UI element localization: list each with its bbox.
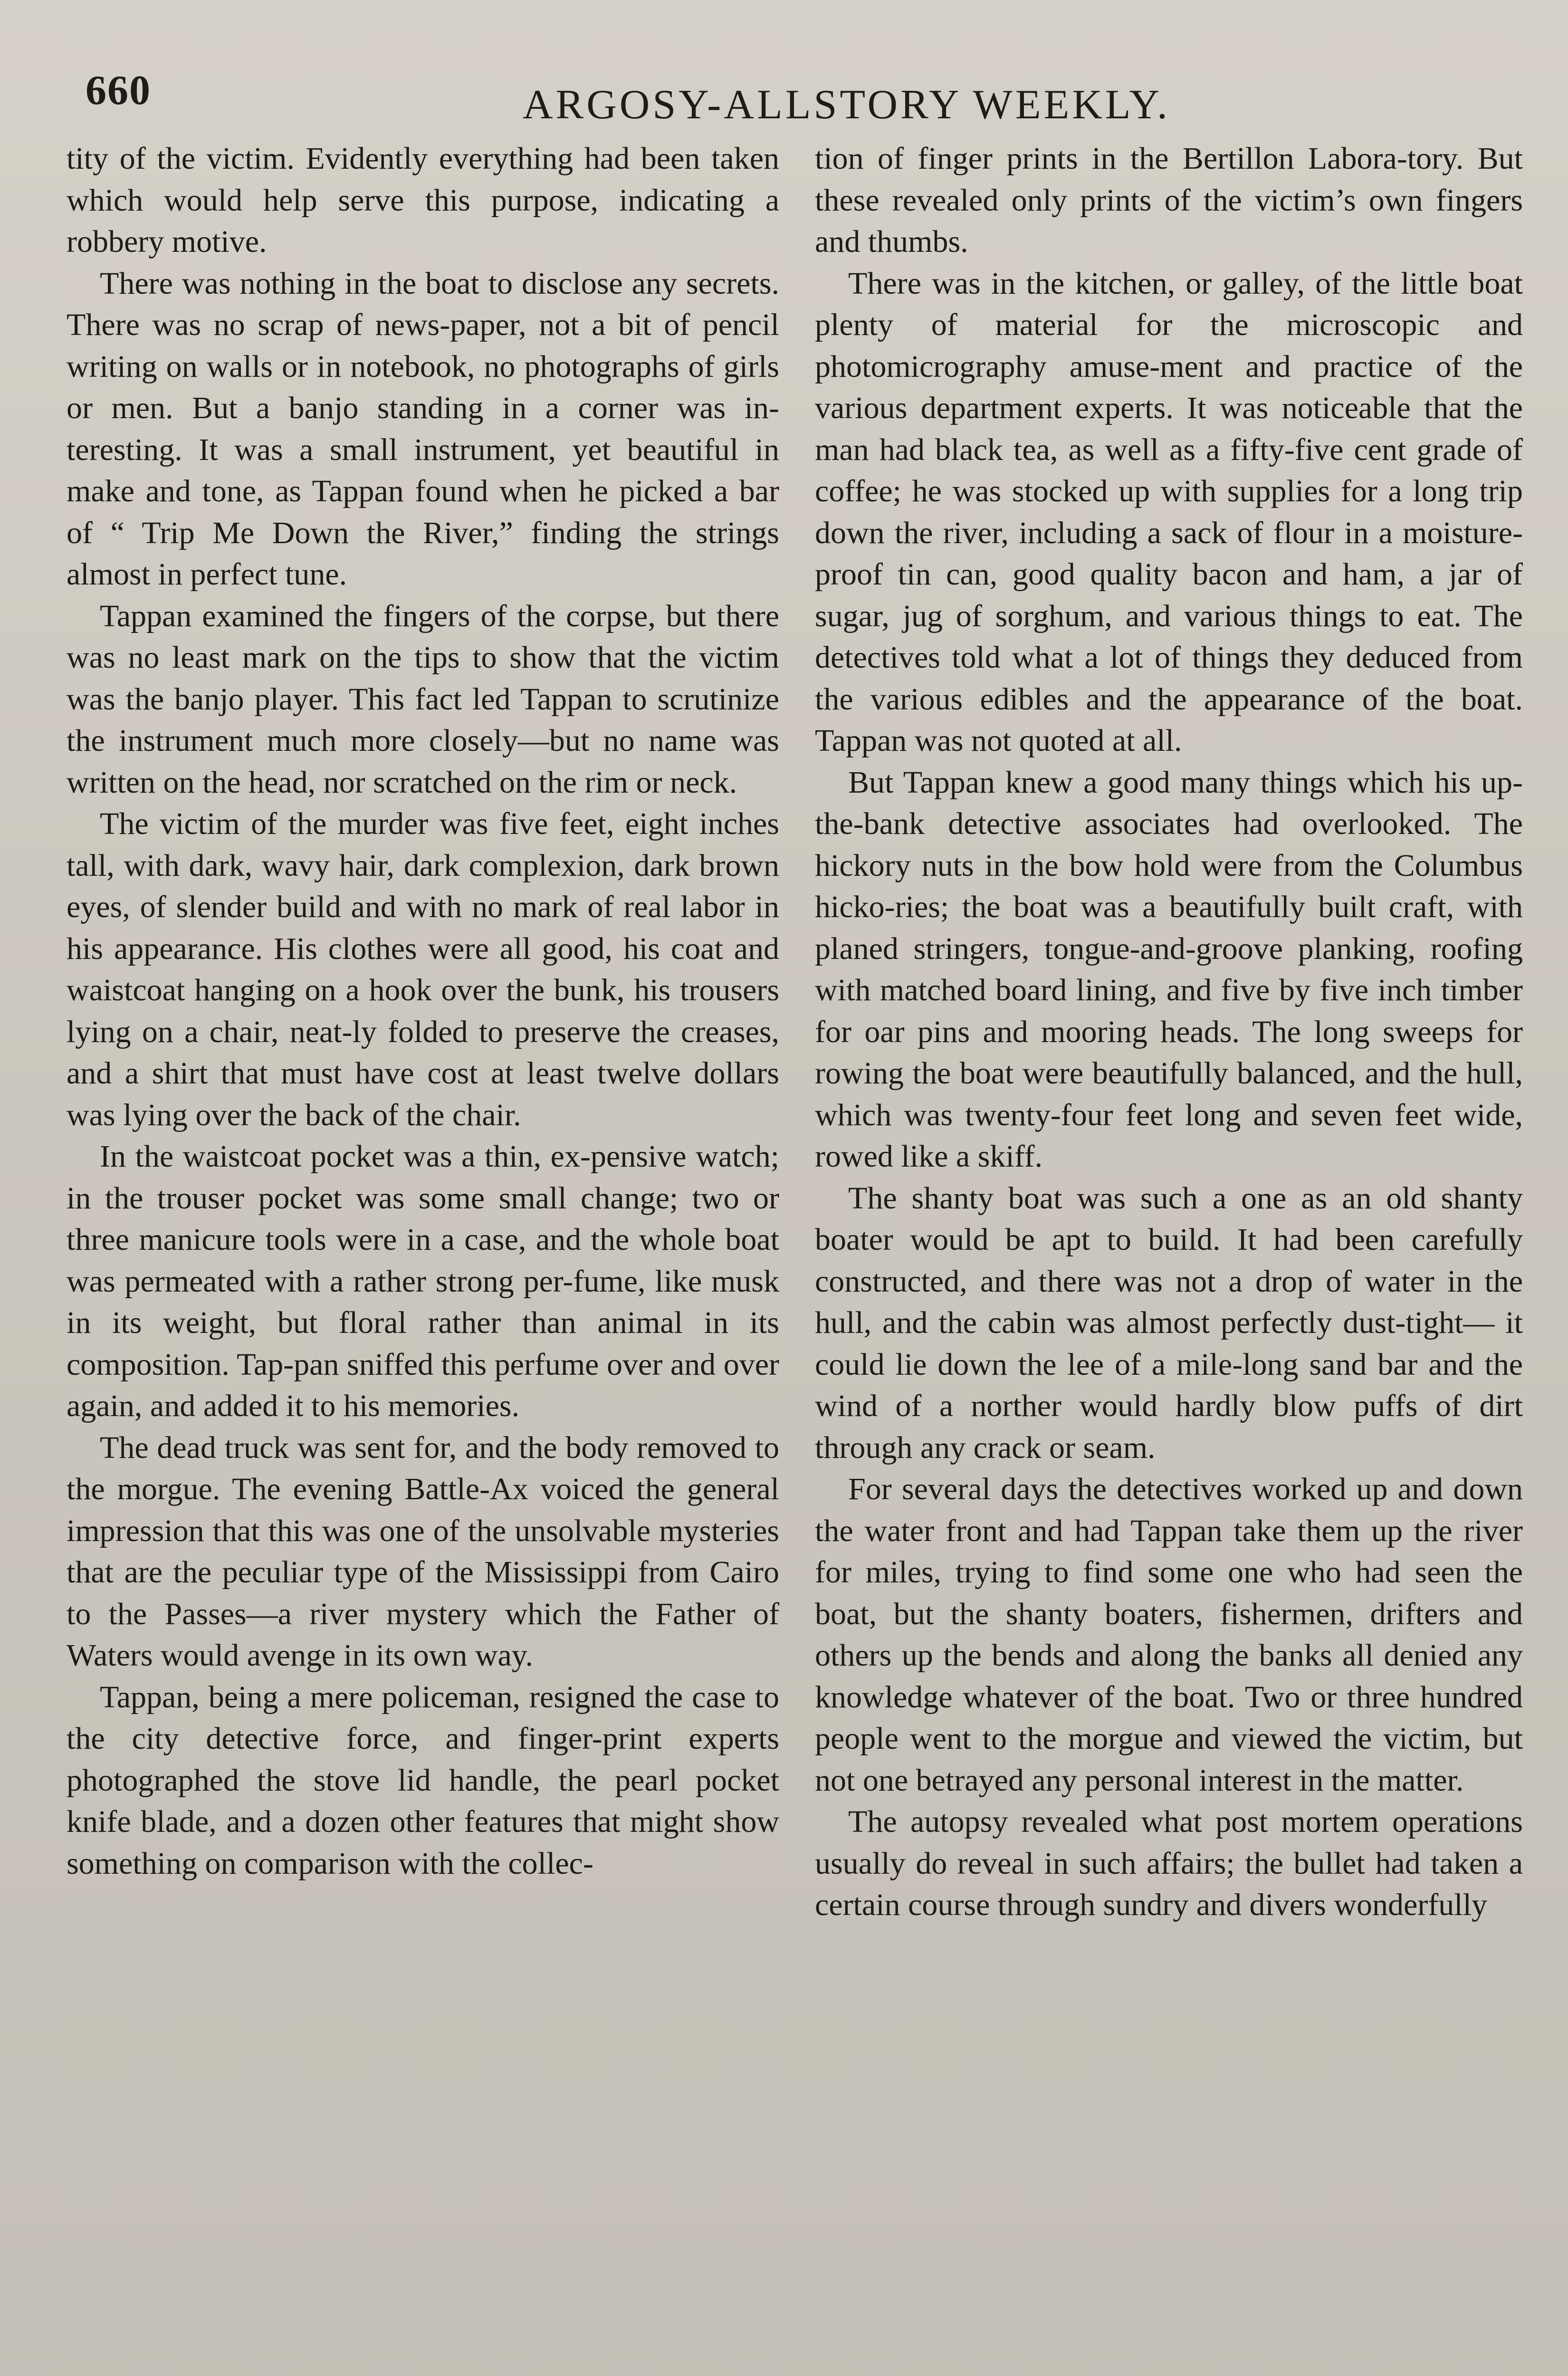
paragraph: For several days the detectives worked up and down the water front and had Tappan take them up the river for miles, trying to find some one who had seen the boat, but the shanty boaters, fishermen, drifters and others up the bends and along the banks all denied any knowledge whatever of the boat. Two or three hundred people went to the morgue and viewed the victim, but not one betrayed any personal interest in the matter. bbox=[815, 1472, 1523, 1798]
paragraph: The shanty boat was such a one as an old shanty boater would be apt to build. It had been carefully constructed, and there was not a drop of water in the hull, and the cabin was almost perfectly dust-tight— it could lie down the lee of a mile-long sand bar and the wind of a norther would hardly blow puffs of dirt through any crack or seam. bbox=[815, 1180, 1523, 1465]
paragraph: Tappan, being a mere policeman, resigned the case to the city detective force, and finger-print experts photographed the stove lid handle, the pearl pocket knife blade, and a dozen other features that might show something on comparison with the collec- bbox=[67, 1679, 779, 1881]
paragraph: But Tappan knew a good many things which his up-the-bank detective associates had overlooked. The hickory nuts in the bow hold were from the Columbus hicko-ries; the boat was a beautifully built craft, with planed stringers, tongue-and-groove planking, roofing with matched board lining, and five by five inch timber for oar pins and mooring heads. The long sweeps for rowing the boat were beautifully balanced, and the hull, which was twenty-four feet long and seven feet wide, rowed like a skiff. bbox=[815, 765, 1523, 1174]
left-column bbox=[67, 138, 779, 1884]
paragraph: There was nothing in the boat to disclose any secrets. There was no scrap of news-paper, not a bit of pencil writing on walls or in notebook, no photographs of girls or men. But a banjo standing in a corner was in-teresting. It was a small instrument, yet beautiful in make and tone, as Tappan found when he picked a bar of “ Trip Me Down the River,” finding the strings almost in perfect tune. bbox=[67, 266, 779, 592]
running-head: ARGOSY-ALLSTORY WEEKLY. bbox=[523, 82, 1170, 128]
paragraph: The dead truck was sent for, and the body removed to the morgue. The evening Battle-Ax voiced the general impression that this was one of the unsolvable mysteries that are the peculiar type of the Mississippi from Cairo to the Passes—a river mystery which the Father of Waters would avenge in its own way. bbox=[67, 1430, 779, 1673]
paragraph: Tappan examined the fingers of the corpse, but there was no least mark on the tips to show that the victim was the banjo player. This fact led Tappan to scrutinize the instrument much more closely—but no name was written on the head, nor scratched on the rim or neck. bbox=[67, 598, 779, 800]
paragraph: tion of finger prints in the Bertillon Labora-tory. But these revealed only prints of the victim’s own fingers and thumbs. bbox=[815, 141, 1523, 259]
paragraph: The autopsy revealed what post mortem operations usually do reveal in such affairs; the bullet had taken a certain course through sundry and divers wonderfully bbox=[815, 1804, 1523, 1922]
page-number: 660 bbox=[86, 67, 151, 114]
paragraph: In the waistcoat pocket was a thin, ex-pensive watch; in the trouser pocket was some small change; two or three manicure tools were in a case, and the whole boat was permeated with a rather strong per-fume, like musk in its weight, but floral rather than animal in its composition. Tap-pan sniffed this perfume over and over again, and added it to his memories. bbox=[67, 1139, 779, 1423]
page-header bbox=[71, 62, 1520, 147]
right-column bbox=[815, 138, 1523, 1926]
paragraph: tity of the victim. Evidently everything had been taken which would help serve this purpose, indicating a robbery motive. bbox=[67, 141, 779, 259]
paragraph: The victim of the murder was five feet, eight inches tall, with dark, wavy hair, dark complexion, dark brown eyes, of slender build and with no mark of real labor in his appearance. His clothes were all good, his coat and waistcoat hanging on a hook over the bunk, his trousers lying on a chair, neat-ly folded to preserve the creases, and a shirt that must have cost at least twelve dollars was lying over the back of the chair. bbox=[67, 806, 779, 1132]
paragraph: There was in the kitchen, or galley, of the little boat plenty of material for the microscopic and photomicrography amuse-ment and practice of the various department experts. It was noticeable that the man had black tea, as well as a fifty-five cent grade of coffee; he was stocked up with supplies for a long trip down the river, including a sack of flour in a moisture-proof tin can, good quality bacon and ham, a jar of sugar, jug of sorghum, and various things to eat. The detectives told what a lot of things they deduced from the various edibles and the appearance of the boat. Tappan was not quoted at all. bbox=[815, 266, 1523, 758]
